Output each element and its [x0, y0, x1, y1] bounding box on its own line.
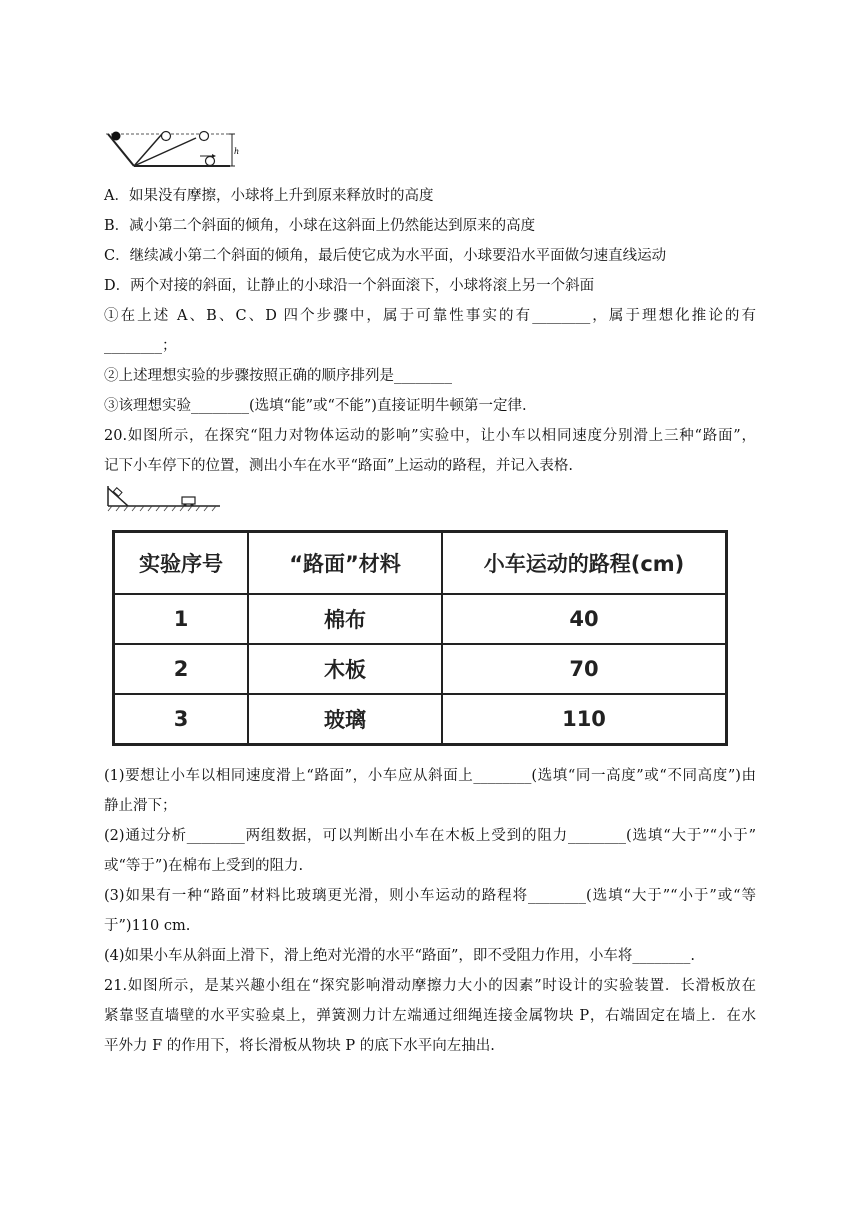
- option-a: A．如果没有摩擦，小球将上升到原来释放时的高度: [104, 188, 434, 204]
- q19-sub1-line1: ①在上述 A、B、C、D 四个步骤中，属于可靠性事实的有________，属于理想化推论的有: [104, 308, 756, 324]
- q21-line2: 紧靠竖直墙壁的水平实验桌上，弹簧测力计左端通过细绳连接金属物块 P，右端固定在墙上．在水: [104, 1008, 756, 1024]
- table-cell: 3: [114, 694, 249, 745]
- q20-q4: (4)如果小车从斜面上滑下，滑上绝对光滑的水平“路面”，即不受阻力作用，小车将________.: [104, 948, 695, 964]
- q19-sub2: ②上述理想实验的步骤按照正确的顺序排列是________: [104, 368, 452, 384]
- table-header: “路面”材料: [248, 532, 442, 595]
- q20-intro-line2: 记下小车停下的位置，测出小车在水平“路面”上运动的路程，并记入表格.: [104, 458, 573, 474]
- q19-sub1-line2: ________；: [104, 338, 177, 354]
- q21-line1: 21.如图所示，是某兴趣小组在“探究影响滑动摩擦力大小的因素”时设计的实验装置．长滑板放在: [104, 978, 756, 994]
- q20-q2-line2: 或“等于”)在棉布上受到的阻力.: [104, 858, 304, 874]
- svg-text:h: h: [234, 147, 240, 156]
- q20-q2-line1: (2)通过分析________两组数据，可以判断出小车在木板上受到的阻力________(选填“大于”“小于”: [104, 828, 756, 844]
- table-cell: 110: [442, 694, 727, 745]
- q20-q3-line1: (3)如果有一种“路面”材料比玻璃更光滑，则小车运动的路程将________(选填“大于”“小于”或“等: [104, 888, 756, 904]
- table-row: [114, 694, 727, 745]
- q20-intro-line1: 20.如图所示，在探究“阻力对物体运动的影响”实验中，让小车以相同速度分别滑上三种“路面”，: [104, 428, 756, 444]
- inclined-planes-figure: [104, 128, 244, 172]
- q21-line3: 平外力 F 的作用下，将长滑板从物块 P 的底下水平向左抽出.: [104, 1038, 495, 1054]
- table-cell: 1: [114, 594, 249, 644]
- table-cell: 70: [442, 644, 727, 694]
- table-cell: 棉布: [248, 594, 442, 644]
- table-row: [114, 644, 727, 694]
- option-d: D．两个对接的斜面，让静止的小球沿一个斜面滚下，小球将滚上另一个斜面: [104, 278, 595, 294]
- q20-q1-line1: (1)要想让小车以相同速度滑上“路面”，小车应从斜面上________(选填“同一高度”或“不同高度”)由: [104, 768, 756, 784]
- q20-q3-line2: 于”)110 cm.: [104, 918, 191, 934]
- table-header: 小车运动的路程(cm): [442, 532, 727, 595]
- q20-q1-line2: 静止滑下；: [104, 798, 177, 814]
- table-cell: 木板: [248, 644, 442, 694]
- q19-sub3: ③该理想实验________(选填“能”或“不能”)直接证明牛顿第一定律.: [104, 398, 527, 414]
- option-c: C．继续减小第二个斜面的倾角，最后使它成为水平面，小球要沿水平面做匀速直线运动: [104, 248, 667, 264]
- table-cell: 40: [442, 594, 727, 644]
- ramp-cart-figure: [104, 484, 224, 514]
- table-row: [114, 594, 727, 644]
- table-cell: 2: [114, 644, 249, 694]
- results-table: [112, 530, 728, 746]
- table-header: 实验序号: [114, 532, 249, 595]
- table-cell: 玻璃: [248, 694, 442, 745]
- option-b: B．减小第二个斜面的倾角，小球在这斜面上仍然能达到原来的高度: [104, 218, 536, 234]
- table-header-row: [114, 532, 727, 595]
